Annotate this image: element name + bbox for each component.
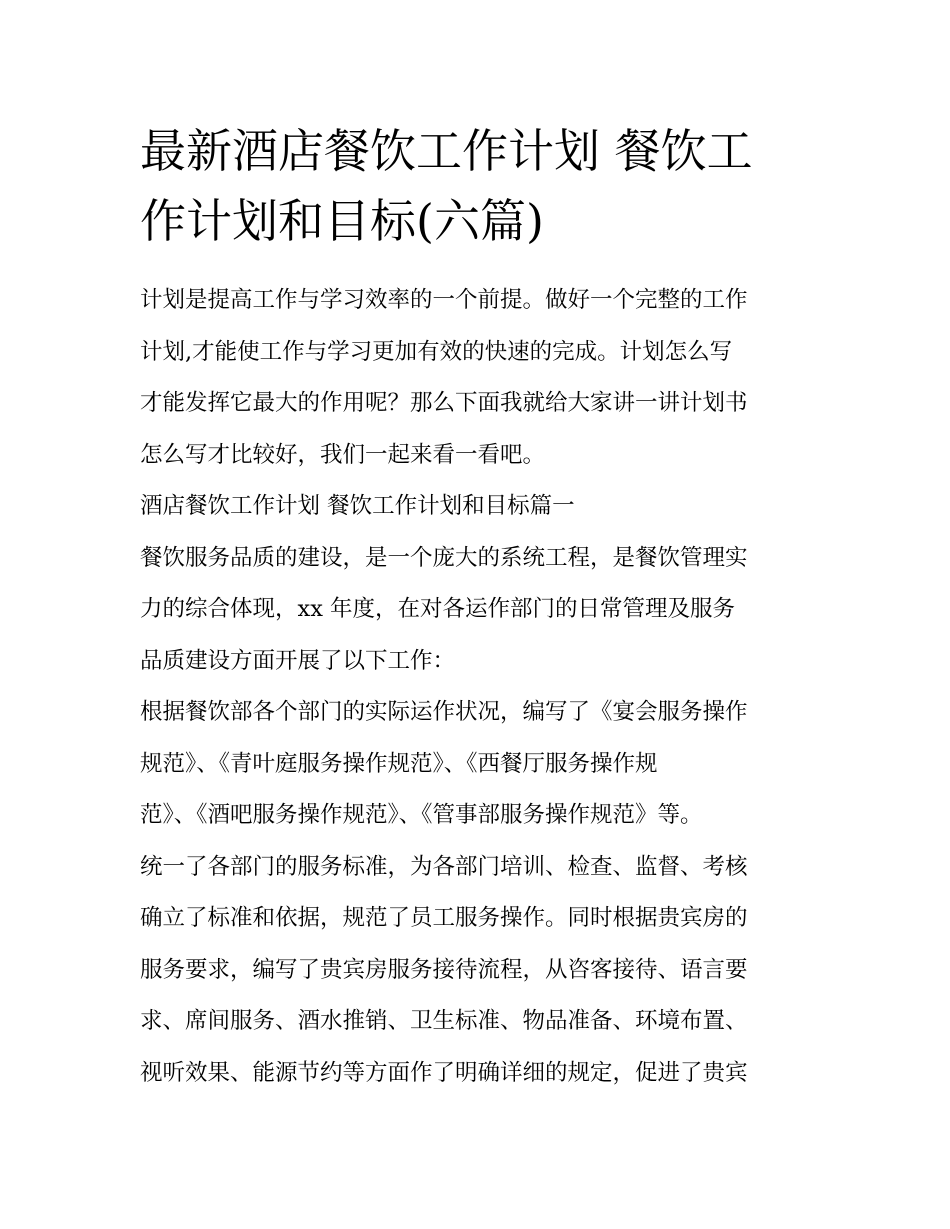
section-heading: 酒店餐饮工作计划 餐饮工作计划和目标篇一 <box>140 493 575 519</box>
document-title <box>140 116 820 256</box>
title-line-1: 最新酒店餐饮工作计划 餐饮工 <box>140 124 753 178</box>
title-line-2: 作计划和目标(六篇) <box>140 194 544 248</box>
body-line: 规范》、《青叶庭服务操作规范》、《西餐厅服务操作规 <box>140 750 658 777</box>
body-line: 计划,才能使工作与学习更加有效的快速的完成。计划怎么写 <box>140 338 733 365</box>
body-line: 计划是提高工作与学习效率的一个前提。做好一个完整的工作 <box>140 287 748 313</box>
body-line: 餐饮服务品质的建设，是一个庞大的系统工程，是餐饮管理实 <box>140 544 748 571</box>
body-line: 确立了标准和依据，规范了员工服务操作。同时根据贵宾房的 <box>140 905 748 931</box>
body-line: 根据餐饮部各个部门的实际运作状况，编写了《宴会服务操作 <box>140 699 748 725</box>
body-line: 怎么写才比较好，我们一起来看一看吧。 <box>140 441 546 468</box>
body-line: 统一了各部门的服务标准，为各部门培训、检查、监督、考核 <box>140 853 748 880</box>
body-line: 品质建设方面开展了以下工作： <box>140 647 456 674</box>
body-line: 力的综合体现，xx 年度，在对各运作部门的日常管理及服务 <box>140 596 736 622</box>
body-line: 求、席间服务、酒水推销、卫生标准、物品准备、环境布置、 <box>140 1008 748 1034</box>
document-body <box>140 280 820 1104</box>
body-line: 才能发挥它最大的作用呢？那么下面我就给大家讲一讲计划书 <box>140 390 748 416</box>
body-line: 服务要求，编写了贵宾房服务接待流程，从咨客接待、语言要 <box>140 956 748 983</box>
body-line: 范》、《酒吧服务操作规范》、《管事部服务操作规范》等。 <box>140 802 703 828</box>
body-line: 视听效果、能源节约等方面作了明确详细的规定，促进了贵宾 <box>140 1059 748 1086</box>
